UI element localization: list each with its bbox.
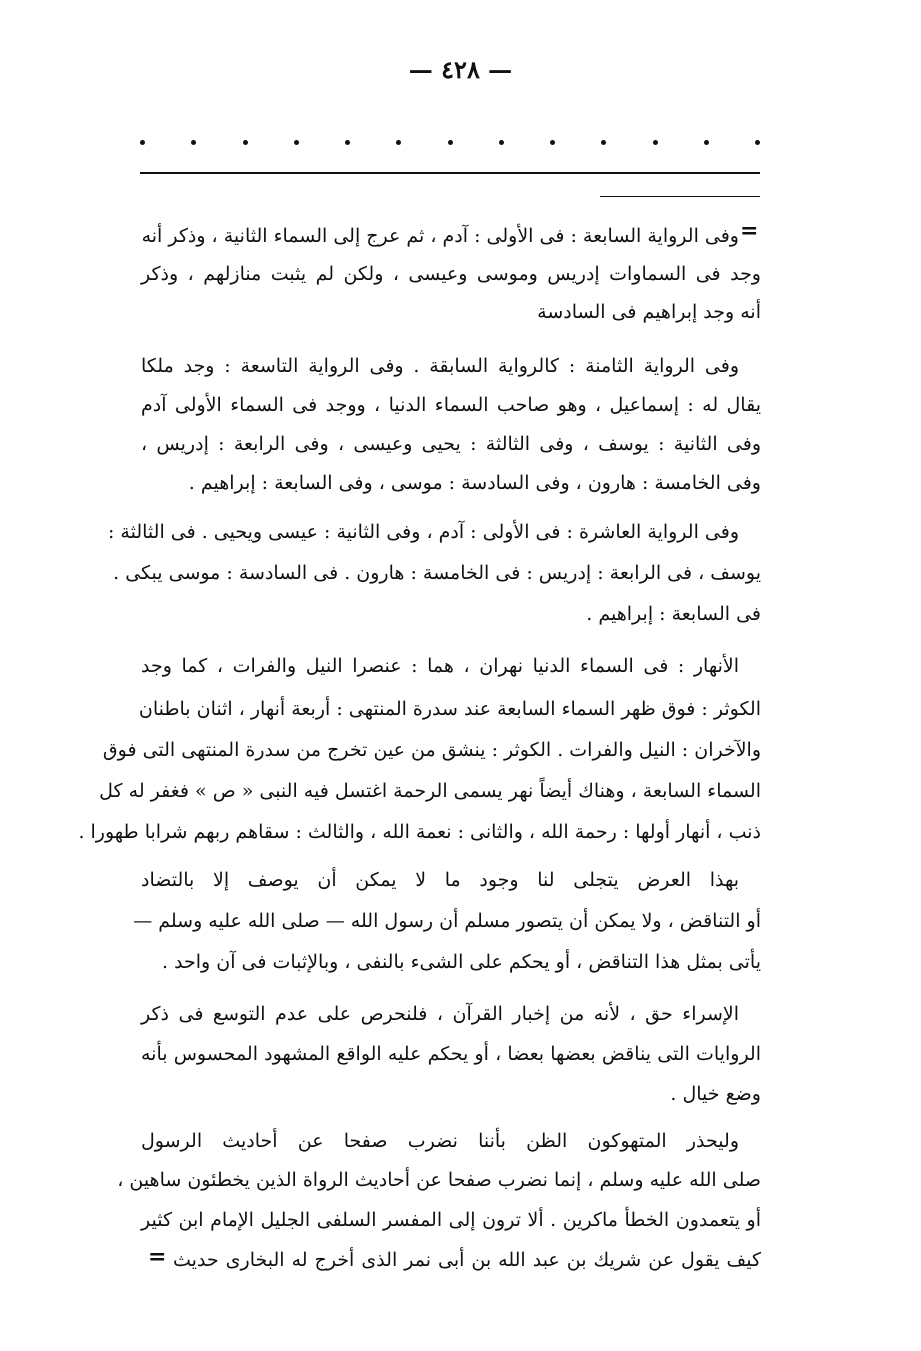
separator-dot [345,140,350,145]
text-line: وفى الرواية السابعة : فى الأولى : آدم ، ثم عرج إلى السماء الثانية ، وذكر أنه [141,225,739,247]
separator-dot [448,140,453,145]
page-number: — ٤٢٨ — [408,55,513,84]
text-line: يأتى بمثل هذا التناقض ، أو يحكم على الشىء بالنفى ، وبالإثبات فى آن واحد . [161,951,761,973]
separator-dot [653,140,658,145]
text-line: وفى الخامسة : هارون ، وفى السادسة : موسى ، وفى السابعة : إبراهيم . [188,472,761,494]
text-line: صلى الله عليه وسلم ، إنما نضرب صفحا عن أحاديث الرواة الذين يخطئون ساهين ، [117,1169,761,1191]
separator-dot [243,140,248,145]
separator-dot [550,140,555,145]
text-line: ذنب ، أنهار أولها : رحمة الله ، والثانى : نعمة الله ، والثالث : سقاهم ربهم شرابا طهورا . [78,821,761,843]
text-line: أنه وجد إبراهيم فى السادسة [537,301,761,323]
text-line: والآخران : النيل والفرات . الكوثر : ينشق من عين تخرج من سدرة المنتهى التى فوق [102,739,761,761]
separator-dot [294,140,299,145]
separator-dot [140,140,145,145]
continuation-mark-bottom: = [148,1244,167,1270]
separator-dot [704,140,709,145]
text-line: أو يتعمدون الخطأ ماكرين . ألا ترون إلى المفسر السلفى الجليل الإمام ابن كثير [141,1209,761,1231]
footnote-rule [600,196,760,197]
text-line: يقال له : إسماعيل ، وهو صاحب السماء الدنيا ، ووجد فى السماء الأولى آدم [141,394,761,416]
dotted-separator [140,132,760,152]
separator-dot [191,140,196,145]
horizontal-rule [140,172,760,174]
text-line: وليحذر المتهوكون الظن بأننا نضرب صفحا عن أحاديث الرسول [141,1130,739,1152]
separator-dot [601,140,606,145]
separator-dot [396,140,401,145]
text-line: يوسف ، فى الرابعة : إدريس : فى الخامسة : هارون . فى السادسة : موسى يبكى . [113,562,761,584]
separator-dot [499,140,504,145]
text-line: الروايات التى يناقض بعضها بعضا ، أو يحكم عليه الواقع المشهود المحسوس بأنه [141,1043,761,1065]
text-line: وفى الرواية الثامنة : كالرواية السابقة . وفى الرواية التاسعة : وجد ملكا [141,355,739,377]
text-line: كيف يقول عن شريك بن عبد الله بن أبى نمر الذى أخرج له البخارى حديث [173,1249,761,1271]
text-line: وضع خيال . [670,1083,761,1105]
text-line: أو التناقض ، ولا يمكن أن يتصور مسلم أن رسول الله — صلى الله عليه وسلم — [133,910,761,932]
text-line: بهذا العرض يتجلى لنا وجود ما لا يمكن أن يوصف إلا بالتضاد [141,869,739,891]
text-line: فى السابعة : إبراهيم . [586,603,761,625]
text-line: الأنهار : فى السماء الدنيا نهران ، هما : عنصرا النيل والفرات ، كما وجد [141,655,739,677]
text-line: السماء السابعة ، وهناك أيضاً نهر يسمى الرحمة اغتسل فيه النبى « ص » فغفر له كل [99,780,761,802]
text-line: الإسراء حق ، لأنه من إخبار القرآن ، فلنحرص على عدم التوسع فى ذكر [141,1003,739,1025]
continuation-mark-top: = [740,218,759,244]
text-line: وفى الرواية العاشرة : فى الأولى : آدم ، وفى الثانية : عيسى ويحيى . فى الثالثة : [107,521,739,543]
separator-dot [755,140,760,145]
text-line: وجد فى السماوات إدريس وموسى وعيسى ، ولكن لم يثبت منازلهم ، وذكر [141,263,761,285]
text-line: الكوثر : فوق ظهر السماء السابعة عند سدرة المنتهى : أربعة أنهار ، اثنان باطنان [138,698,761,720]
text-line: وفى الثانية : يوسف ، وفى الثالثة : يحيى وعيسى ، وفى الرابعة : إدريس ، [141,433,761,455]
